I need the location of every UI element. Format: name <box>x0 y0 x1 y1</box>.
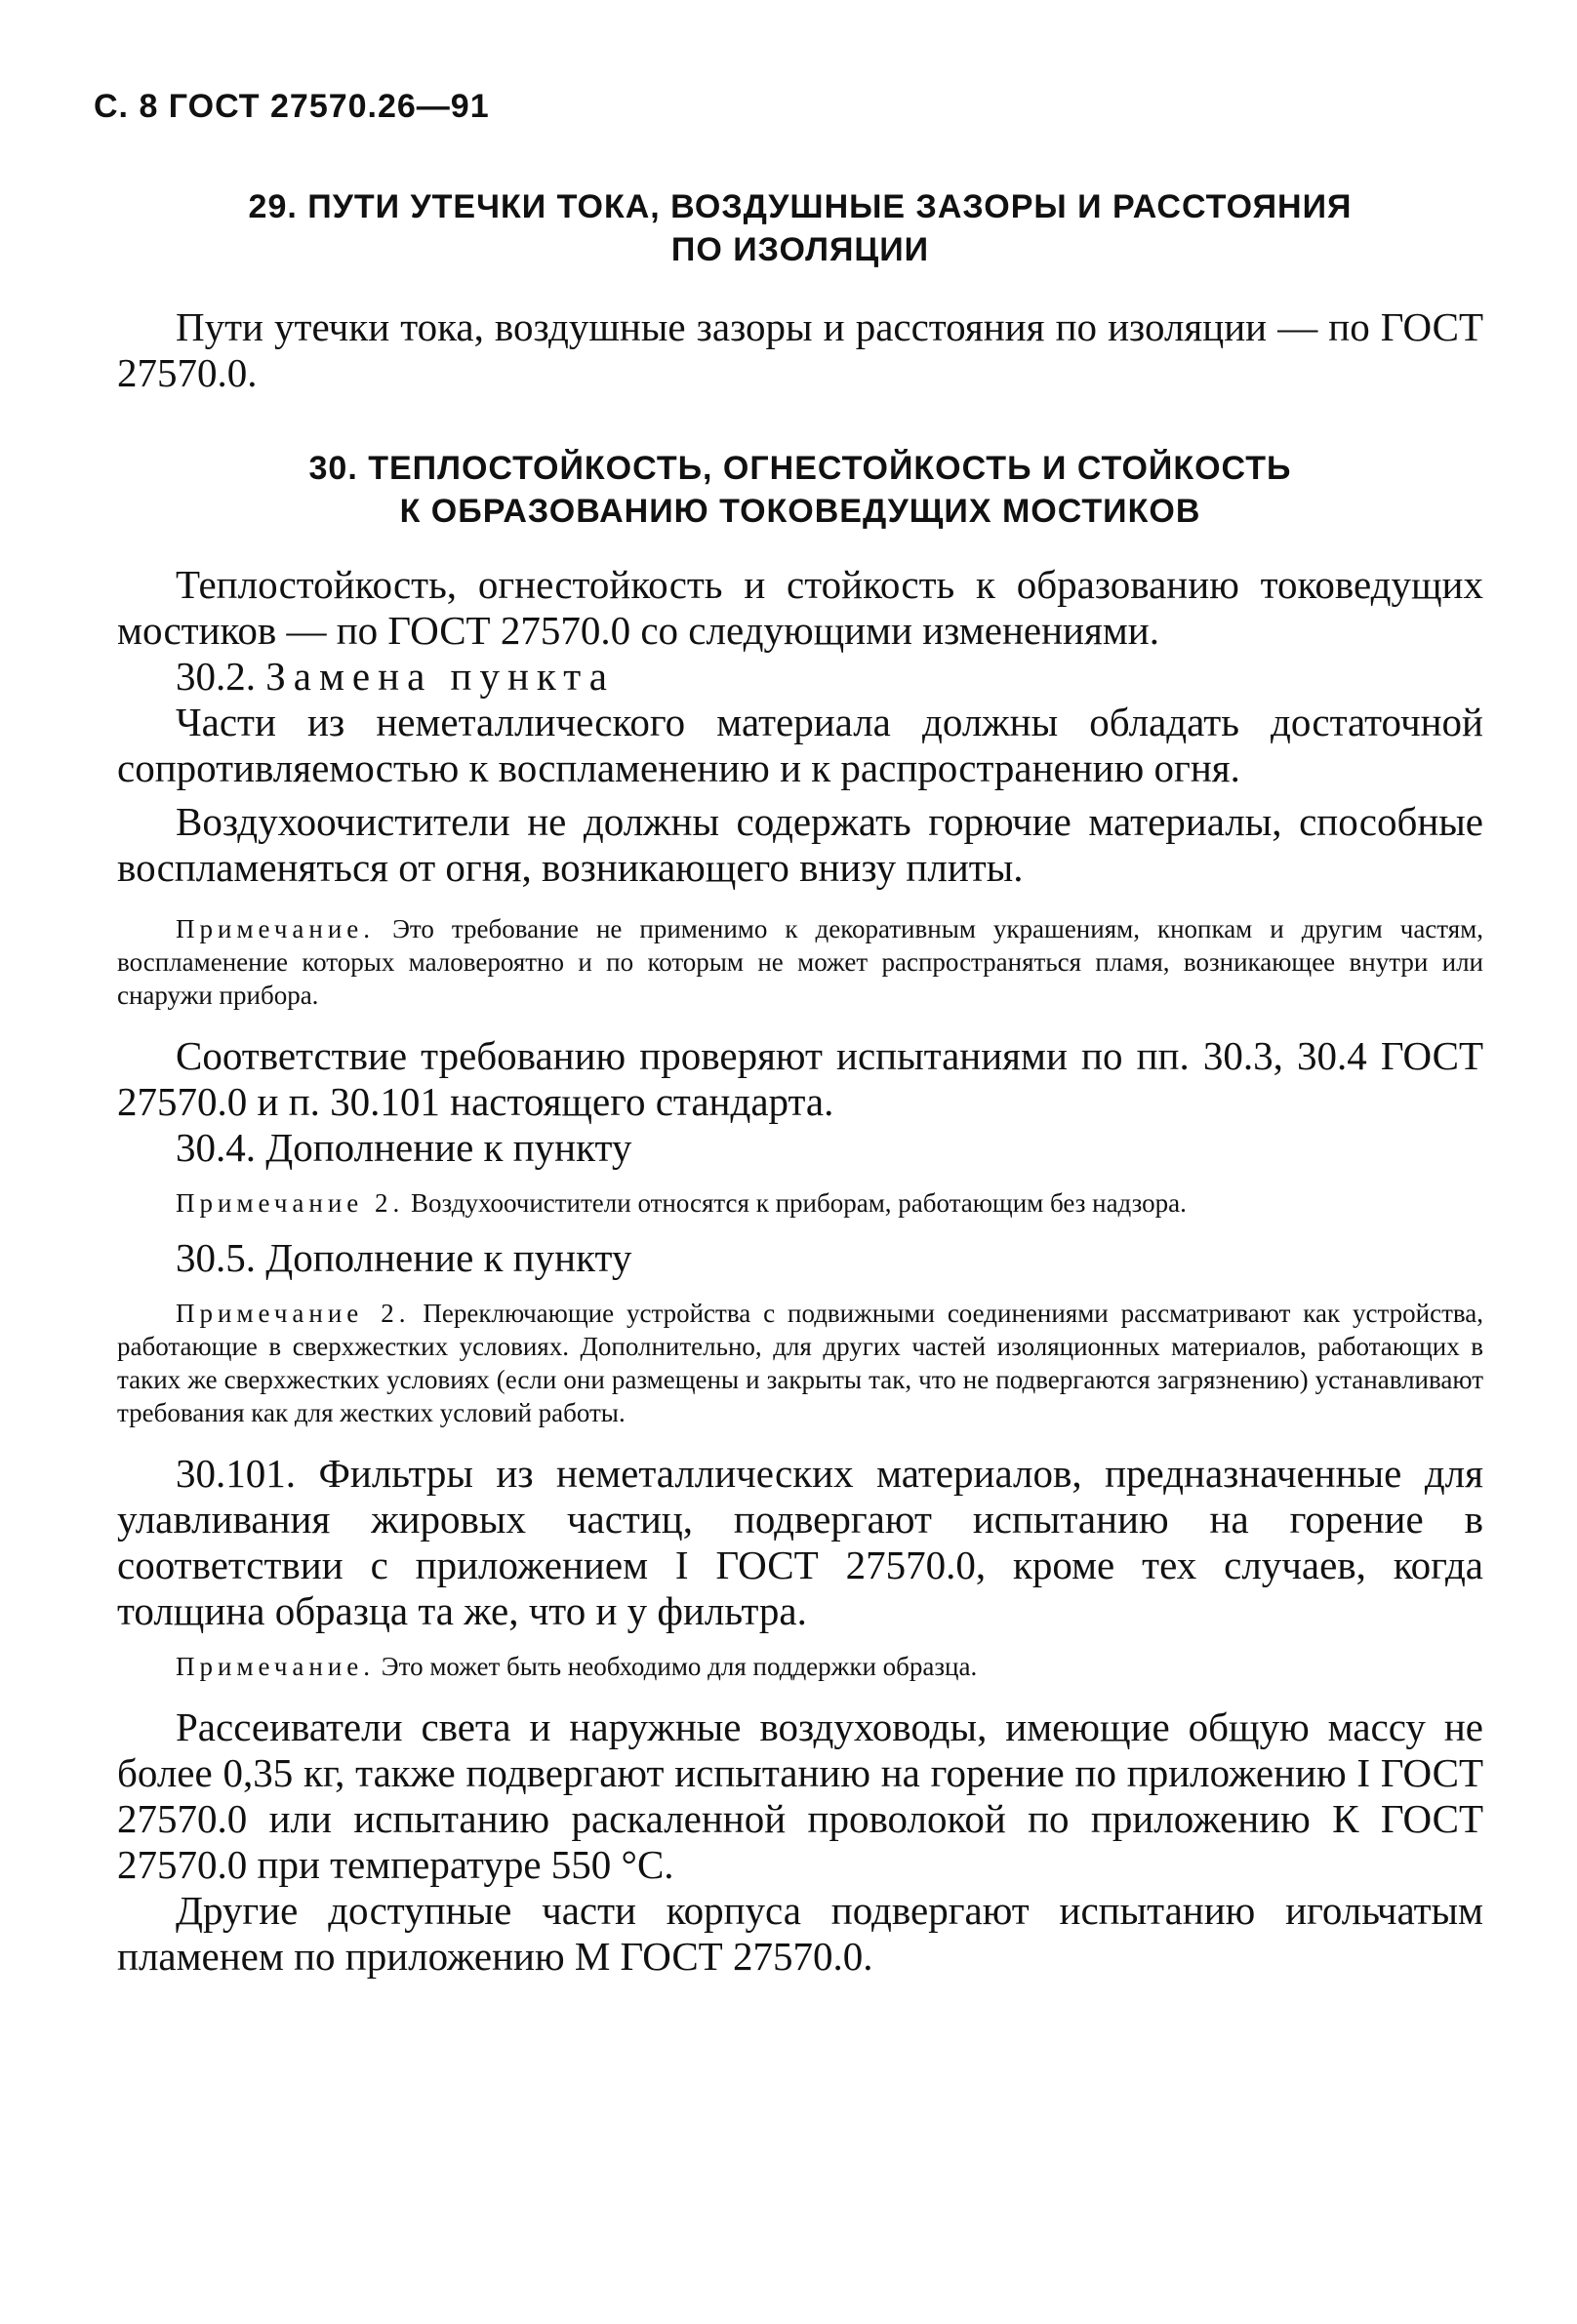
note-text: Воздухоочистители относятся к приборам, работающим без надзора. <box>411 1188 1187 1218</box>
section-30-intro: Теплостойкость, огнестойкость и стойкость к образованию токоведущих мостиков — по ГОСТ 27570.0 со следующими изменениями. <box>117 562 1483 653</box>
section-30-heading <box>117 447 1483 533</box>
section-29-title-line1: 29. ПУТИ УТЕЧКИ ТОКА, ВОЗДУШНЫЕ ЗАЗОРЫ И РАССТОЯНИЯ <box>248 188 1353 225</box>
section-29-title-line2: ПО ИЗОЛЯЦИИ <box>670 231 930 268</box>
note-decorative <box>117 912 1483 1012</box>
item-30-101: 30.101. Фильтры из неметаллических материалов, предназначенные для улавливания жировых частиц, подвергают испытанию на горение в соответствии с приложением I ГОСТ 27570.0, кроме тех случаев, когда толщина образца та же, что и у фильтра. <box>117 1451 1483 1633</box>
section-30-title-line2: К ОБРАЗОВАНИЮ ТОКОВЕДУЩИХ МОСТИКОВ <box>399 493 1201 530</box>
note-unattended <box>117 1186 1483 1220</box>
item-30-2-title: Замена пункта <box>265 654 615 699</box>
note-label: Примечание. <box>176 1652 376 1681</box>
note-text: Это требование не применимо к декоративным украшениям, кнопкам и другим частям, воспламенение которых маловероятно и по которым не может распространяться пламя, возникающее внутри или снаружи прибора. <box>117 914 1483 1010</box>
note-label: Примечание. <box>176 914 376 943</box>
note-text: Переключающие устройства с подвижными соединениями рассматривают как устройства, работающие в сверхжестких условиях. Дополнительно, для других частей изоляционных материалов, работающих в таких же сверхжестких условиях (если они размещены и закрыты так, что не подвергаются загрязнению) устанавливают требования как для жестких условий работы. <box>117 1299 1483 1427</box>
paragraph-nonmetallic: Части из неметаллического материала должны обладать достаточной сопротивляемостью к воспламенению и к распространению огня. <box>117 700 1483 790</box>
item-30-5: 30.5. Дополнение к пункту <box>176 1235 632 1280</box>
paragraph-needle-flame: Другие доступные части корпуса подвергают испытанию игольчатым пламенем по приложению М ГОСТ 27570.0. <box>117 1888 1483 1979</box>
paragraph-air-cleaners: Воздухоочистители не должны содержать горючие материалы, способные воспламеняться от огня, возникающего внизу плиты. <box>117 799 1483 890</box>
section-29-heading <box>117 185 1483 271</box>
note-label: Примечание 2. <box>176 1299 411 1328</box>
note-sample-support <box>117 1650 1483 1683</box>
section-29-text: Пути утечки тока, воздушные зазоры и расстояния по изоляции — по ГОСТ 27570.0. <box>117 304 1483 395</box>
item-30-2 <box>117 654 1483 700</box>
paragraph-compliance: Соответствие требованию проверяют испытаниями по пп. 30.3, 30.4 ГОСТ 27570.0 и п. 30.101 настоящего стандарта. <box>117 1033 1483 1124</box>
section-30-title-line1: 30. ТЕПЛОСТОЙКОСТЬ, ОГНЕСТОЙКОСТЬ И СТОЙКОСТЬ <box>308 450 1292 487</box>
paragraph-light-diffusers: Рассеиватели света и наружные воздуховоды, имеющие общую массу не более 0,35 кг, также подвергают испытанию на горение по приложению I ГОСТ 27570.0 или испытанию раскаленной проволокой по приложению К ГОСТ 27570.0 при температуре 550 °С. <box>117 1704 1483 1887</box>
page-header: С. 8 ГОСТ 27570.26—91 <box>94 88 490 125</box>
page-content <box>117 185 1483 1980</box>
note-switching-devices <box>117 1297 1483 1429</box>
item-30-4: 30.4. Дополнение к пункту <box>176 1125 632 1170</box>
note-label: Примечание 2. <box>176 1188 405 1218</box>
note-text: Это может быть необходимо для поддержки образца. <box>381 1652 978 1681</box>
item-30-2-number: 30.2. <box>176 654 256 699</box>
